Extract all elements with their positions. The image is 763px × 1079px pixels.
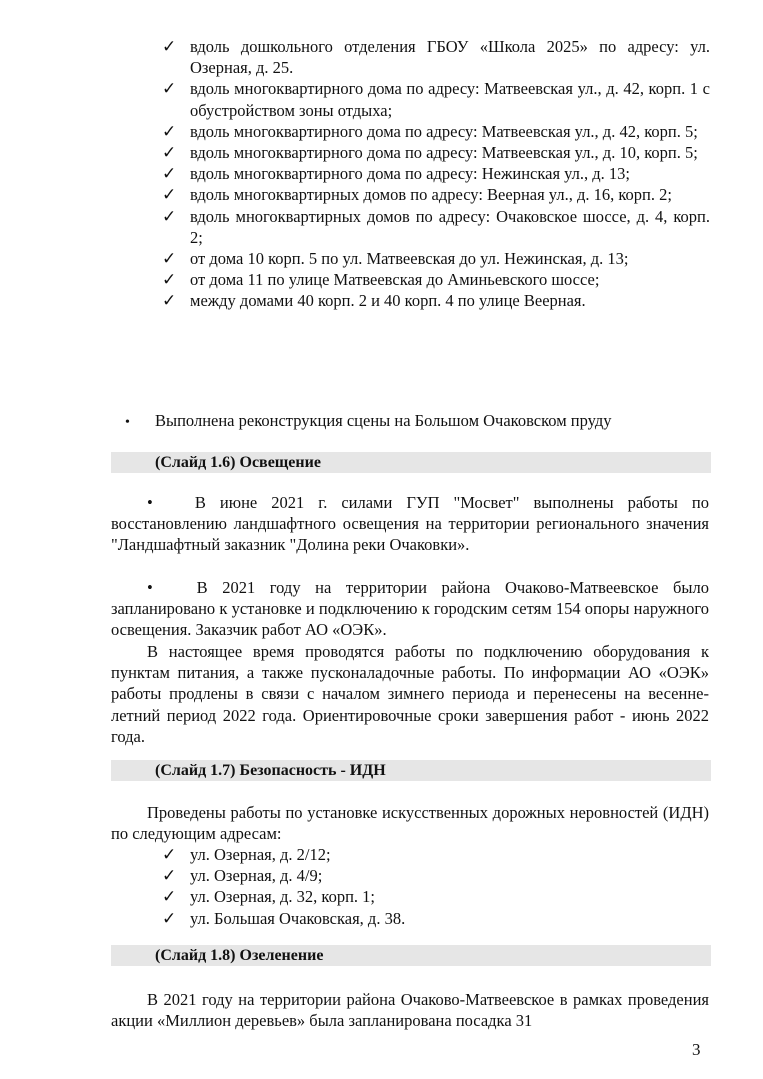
section-heading-lighting: (Слайд 1.6) Освещение	[111, 452, 711, 473]
list-item: ✓ ул. Большая Очаковская, д. 38.	[162, 908, 406, 928]
checklist-improvements	[162, 36, 710, 312]
list-item: ✓ вдоль многоквартирных домов по адресу: Веерная ул., д. 16, корп. 2;	[162, 185, 672, 205]
checkmark-icon: ✓	[162, 164, 177, 184]
section-heading-safety: (Слайд 1.7) Безопасность - ИДН	[111, 760, 711, 781]
page-number: 3	[692, 1040, 701, 1059]
list-item: ✓ вдоль многоквартирных домов по адресу: Очаковское шоссе, д. 4, корп. 2;	[162, 206, 710, 247]
checkmark-icon: ✓	[162, 887, 177, 907]
list-item: ✓ ул. Озерная, д. 32, корп. 1;	[162, 887, 375, 907]
checkmark-icon: ✓	[162, 291, 177, 311]
checkmark-icon: ✓	[162, 37, 177, 56]
list-item: ✓ вдоль многоквартирного дома по адресу: Матвеевская ул., д. 42, корп. 5;	[162, 121, 698, 141]
checklist-idn-addresses	[162, 844, 542, 929]
list-item: ✓ вдоль многоквартирного дома по адресу: Матвеевская ул., д. 10, корп. 5;	[162, 143, 698, 163]
paragraph-idn: Проведены работы по установке искусственных дорожных неровностей (ИДН) по следующим адресам:	[111, 803, 709, 844]
reconstruction-bullet: • Выполнена реконструкция сцены на Большом Очаковском пруду	[125, 410, 612, 433]
section-heading-greening: (Слайд 1.8) Озеленение	[111, 945, 711, 966]
list-item: ✓ вдоль многоквартирного дома по адресу: Нежинская ул., д. 13;	[162, 164, 631, 184]
bullet-icon: •	[147, 493, 153, 512]
checkmark-icon: ✓	[162, 270, 177, 290]
checkmark-icon: ✓	[162, 249, 177, 269]
list-item: ✓ ул. Озерная, д. 2/12;	[162, 845, 331, 864]
checkmark-icon: ✓	[162, 206, 177, 226]
checkmark-icon: ✓	[162, 845, 177, 864]
bullet-icon: •	[125, 415, 130, 430]
checkmark-icon: ✓	[162, 79, 177, 99]
paragraph-greening: В 2021 году на территории района Очаково-Матвеевское в рамках проведения акции «Миллион деревьев» была запланирована посадка 31	[111, 990, 709, 1031]
list-item: ✓ между домами 40 корп. 2 и 40 корп. 4 по улице Веерная.	[162, 291, 586, 311]
paragraph-lighting-1: • В июне 2021 г. силами ГУП "Мосвет" выполнены работы по восстановлению ландшафтного освещения на территории регионального значения "Ландшафтный заказник "Долина реки Очаковки».	[111, 493, 709, 555]
list-item: ✓ ул. Озерная, д. 4/9;	[162, 866, 323, 886]
checkmark-icon: ✓	[162, 121, 177, 141]
list-item: ✓ вдоль многоквартирного дома по адресу: Матвеевская ул., д. 42, корп. 1 с обустройством зоны отдыха;	[162, 79, 710, 120]
checkmark-icon: ✓	[162, 185, 177, 205]
list-item: ✓ вдоль дошкольного отделения ГБОУ «Школа 2025» по адресу: ул. Озерная, д. 25.	[162, 37, 710, 78]
paragraph-lighting-3: В настоящее время проводятся работы по подключению оборудования к пунктам питания, а также пусконаладочные работы. По информации АО «ОЭК» работы продлены в связи с началом зимнего периода и перенесены на весенне-летний период 2022 года. Ориентировочные сроки завершения работ - июнь 2022 года.	[111, 642, 709, 746]
checkmark-icon: ✓	[162, 908, 177, 928]
list-item: ✓ от дома 11 по улице Матвеевская до Аминьевского шоссе;	[162, 270, 600, 290]
list-item: ✓ от дома 10 корп. 5 по ул. Матвеевская до ул. Нежинская, д. 13;	[162, 249, 629, 269]
bullet-icon: •	[147, 578, 153, 597]
paragraph-lighting-2: • В 2021 году на территории района Очаково-Матвеевское было запланировано к установке и подключению к городским сетям 154 опоры наружного освещения. Заказчик работ АО «ОЭК».	[111, 578, 709, 640]
checkmark-icon: ✓	[162, 866, 177, 886]
checkmark-icon: ✓	[162, 143, 177, 163]
